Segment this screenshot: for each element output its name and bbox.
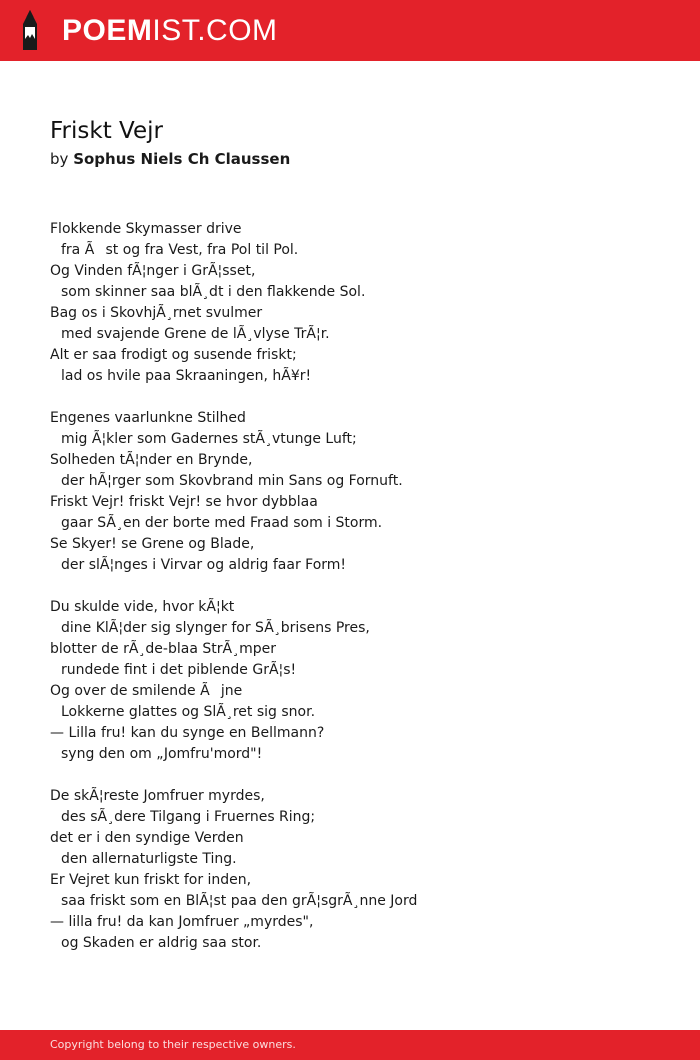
stanza — [50, 786, 670, 954]
stanza — [50, 597, 670, 765]
poem-line: Er Vejret kun friskt for inden, — [50, 872, 252, 888]
poem-line: blotter de rÃ¸de-blaa StrÃ¸mper — [50, 641, 276, 657]
poem-line: — Lilla fru! kan du synge en Bellmann? — [50, 725, 325, 741]
poem-body — [50, 219, 670, 975]
poem-line: Flokkende Skymasser drive — [50, 221, 242, 237]
poem-line: — lilla fru! da kan Jomfruer „myrdes", — [50, 914, 314, 930]
poem-line: Solheden tÃ¦nder en Brynde, — [50, 452, 253, 468]
poem-line: des sÃ¸dere Tilgang i Fruernes Ring; — [61, 809, 316, 825]
poem-line: den allernaturligste Ting. — [61, 851, 237, 867]
poem-line: Engenes vaarlunkne Stilhed — [50, 410, 246, 426]
poem-line: De skÃ¦reste Jomfruer myrdes, — [50, 788, 265, 804]
poem-line: der slÃ¦nges i Virvar og aldrig faar Form! — [61, 557, 347, 573]
author-name[interactable]: Sophus Niels Ch Claussen — [73, 150, 291, 168]
copyright-notice: Copyright belong to their respective owners. — [50, 1038, 296, 1051]
poem-line: og Skaden er aldrig saa stor. — [61, 935, 262, 951]
poem-line: Du skulde vide, hvor kÃ¦kt — [50, 599, 235, 615]
poem-line: Alt er saa frodigt og susende friskt; — [50, 347, 297, 363]
poem-line: Og over de smilende Ãjne — [50, 683, 243, 699]
poem-line: fra Ãst og fra Vest, fra Pol til Pol. — [61, 242, 299, 258]
brand-light: IST.COM — [152, 14, 278, 47]
poem-line: syng den om „Jomfru'mord"! — [61, 746, 263, 762]
site-footer — [0, 1030, 700, 1060]
poem-line: det er i den syndige Verden — [50, 830, 244, 846]
site-header — [0, 0, 700, 61]
poem-line: Bag os i SkovhjÃ¸rnet svulmer — [50, 305, 263, 321]
poem-line: mig Ã¦kler som Gadernes stÃ¸vtunge Luft; — [61, 431, 357, 447]
pencil-icon[interactable] — [16, 9, 44, 51]
poem-line: lad os hvile paa Skraaningen, hÃ¥r! — [61, 368, 312, 384]
poem-line: Og Vinden fÃ¦nger i GrÃ¦sset, — [50, 263, 256, 279]
poem-title: Friskt Vejr — [50, 118, 163, 144]
stanza — [50, 219, 670, 387]
poem-line: Friskt Vejr! friskt Vejr! se hvor dybblaa — [50, 494, 318, 510]
poem-line: saa friskt som en BlÃ¦st paa den grÃ¦sgrÃ¸nne Jord — [61, 893, 418, 909]
poem-line: Se Skyer! se Grene og Blade, — [50, 536, 255, 552]
poem-line: med svajende Grene de lÃ¸vlyse TrÃ¦r. — [61, 326, 330, 342]
brand-bold: POEM — [62, 14, 153, 47]
poem-line: Lokkerne glattes og SlÃ¸ret sig snor. — [61, 704, 316, 720]
poem-line: som skinner saa blÃ¸dt i den flakkende Sol. — [61, 284, 366, 300]
byline — [50, 148, 290, 170]
poem-line: der hÃ¦rger som Skovbrand min Sans og Fornuft. — [61, 473, 403, 489]
site-logo-text[interactable] — [62, 11, 278, 51]
by-label: by — [50, 150, 69, 168]
poem-line: rundede fint i det piblende GrÃ¦s! — [61, 662, 297, 678]
poem-line: gaar SÃ¸en der borte med Fraad som i Storm. — [61, 515, 383, 531]
stanza — [50, 408, 670, 576]
poem-line: dine KlÃ¦der sig slynger for SÃ¸brisens Pres, — [61, 620, 370, 636]
